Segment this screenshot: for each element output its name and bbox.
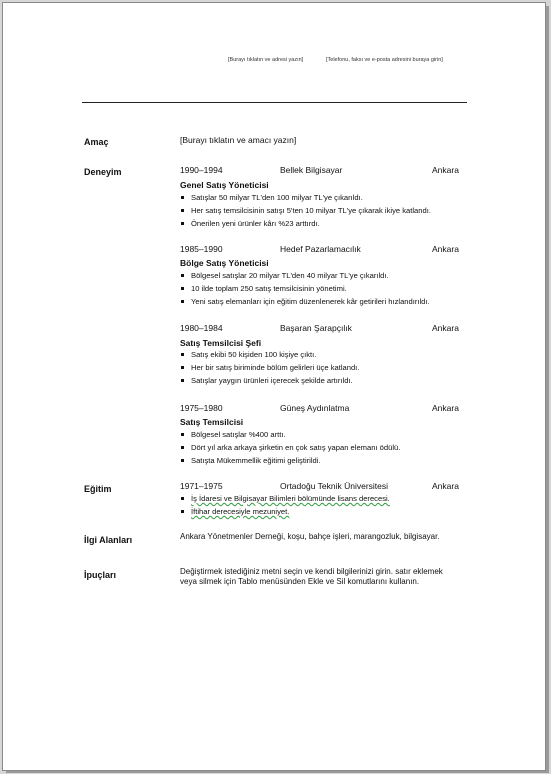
list-item: Satışlar 50 milyar TL'den 100 milyar TL'ye çıkarıldı.: [181, 191, 431, 204]
header-rule: [82, 102, 467, 103]
objective-heading: Amaç: [84, 137, 109, 147]
interests-heading: İlgi Alanları: [84, 535, 133, 545]
bullet-icon: [181, 379, 184, 382]
job-company: Hedef Pazarlamacılık: [280, 244, 361, 254]
education-school: Ortadoğu Teknik Üniversitesi: [280, 481, 389, 491]
list-item: Dört yıl arka arkaya şirketin en çok satış yapan elemanı ödülü.: [181, 441, 400, 454]
list-item: Satış ekibi 50 kişiden 100 kişiye çıktı.: [181, 348, 359, 361]
job-company: Başaran Şarapçılık: [280, 323, 352, 333]
list-item: İftihar derecesiyle mezuniyet.: [181, 505, 390, 518]
education-city: Ankara: [432, 481, 459, 491]
bullet-icon: [181, 446, 184, 449]
job-city: Ankara: [432, 323, 459, 333]
job-years: 1985–1990: [180, 244, 223, 254]
bullet-icon: [181, 353, 184, 356]
list-item: Her satış temsilcisinin satışı 5'ten 10 milyar TL'ye çıkarak ikiye katlandı.: [181, 204, 431, 217]
job-years: 1975–1980: [180, 403, 223, 413]
bullet-icon: [181, 196, 184, 199]
job-bullet-list: [181, 191, 431, 230]
job-company: Bellek Bilgisayar: [280, 165, 343, 175]
list-item: Önerilen yeni ürünler kârı %23 arttırdı.: [181, 217, 431, 230]
job-bullet-list: [181, 269, 430, 308]
education-heading: Eğitim: [84, 484, 112, 494]
job-title: Satış Temsilcisi: [180, 417, 244, 427]
bullet-icon: [181, 497, 184, 500]
job-years: 1980–1984: [180, 323, 223, 333]
bullet-icon: [181, 222, 184, 225]
list-item: Bölgesel satışlar %400 arttı.: [181, 428, 400, 441]
list-item: Her bir satış biriminde bölüm gelirleri üçe katlandı.: [181, 361, 359, 374]
job-title: Genel Satış Yöneticisi: [180, 180, 269, 190]
list-item: Yeni satış elemanları için eğitim düzenlenerek kâr getirileri hızlandırıldı.: [181, 295, 430, 308]
job-years: 1990–1994: [180, 165, 223, 175]
bullet-icon: [181, 510, 184, 513]
list-item: Satışta Mükemmellik eğitimi geliştirildi.: [181, 454, 400, 467]
bullet-icon: [181, 433, 184, 436]
list-item: İş İdaresi ve Bilgisayar Bilimleri bölümünde lisans derecesi.: [181, 492, 390, 505]
list-item: 10 ilde toplam 250 satış temsilcisinin yönetimi.: [181, 282, 430, 295]
job-city: Ankara: [432, 403, 459, 413]
experience-heading: Deneyim: [84, 167, 122, 177]
job-bullet-list: [181, 348, 359, 387]
interests-text: Ankara Yönetmenler Derneği, koşu, bahçe işleri, marangozluk, bilgisayar.: [180, 532, 440, 541]
list-item: Bölgesel satışlar 20 milyar TL'den 40 milyar TL'ye çıkarıldı.: [181, 269, 430, 282]
objective-placeholder[interactable]: [Burayı tıklatın ve amacı yazın]: [180, 135, 297, 145]
job-bullet-list: [181, 428, 400, 467]
bullet-icon: [181, 366, 184, 369]
phone-placeholder[interactable]: [Telefonu, faksı ve e-posta adresini buraya girin]: [326, 57, 443, 63]
list-item: Satışlar yaygın ürünleri içerecek şekilde artırıldı.: [181, 374, 359, 387]
tips-heading: İpuçları: [84, 570, 117, 580]
bullet-icon: [181, 459, 184, 462]
job-city: Ankara: [432, 165, 459, 175]
address-placeholder[interactable]: [Burayı tıklatın ve adresi yazın]: [228, 57, 304, 63]
bullet-icon: [181, 300, 184, 303]
bullet-icon: [181, 287, 184, 290]
job-title: Bölge Satış Yöneticisi: [180, 258, 269, 268]
job-city: Ankara: [432, 244, 459, 254]
job-company: Güneş Aydınlatma: [280, 403, 350, 413]
bullet-icon: [181, 274, 184, 277]
job-title: Satış Temsilcisi Şefi: [180, 338, 262, 348]
education-years: 1971–1975: [180, 481, 223, 491]
tips-text: Değiştirmek istediğiniz metni seçin ve kendi bilgilerinizi girin. satır eklemek veya silmek için Tablo menüsünden Ekle ve Sil komutlarını kullanın.: [180, 567, 443, 586]
bullet-icon: [181, 209, 184, 212]
education-bullet-list: [181, 492, 390, 518]
